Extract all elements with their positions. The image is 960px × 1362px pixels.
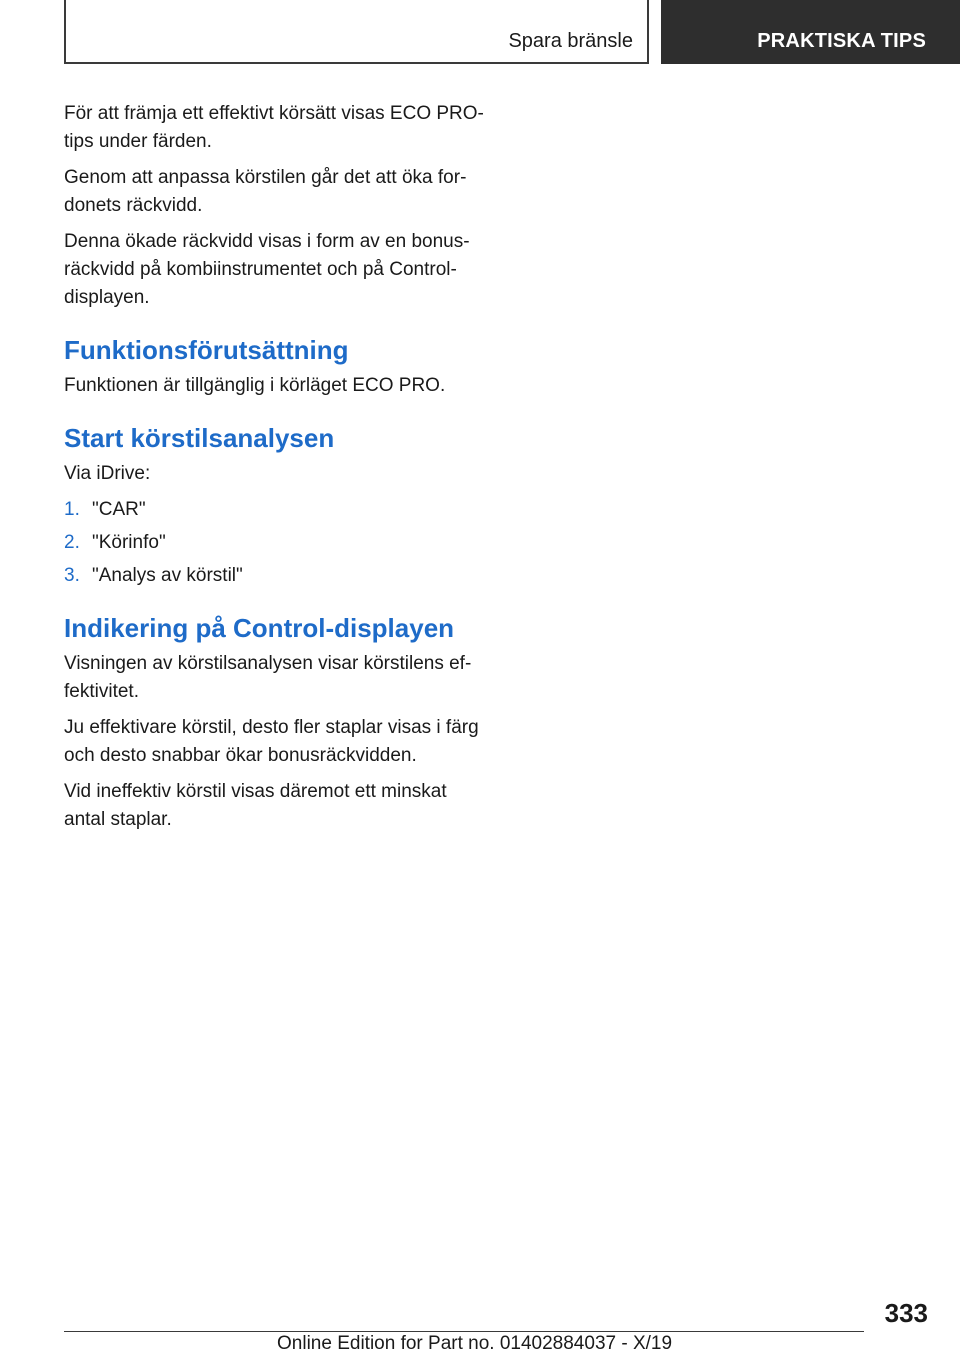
intro-paragraph: Genom att anpassa körstilen går det att öka fordonets räckvidd.: [64, 167, 467, 216]
footer-edition: Online Edition for Part no. 01402884037 - X/19: [277, 1333, 673, 1354]
section-paragraph: Via iDrive:: [64, 463, 151, 484]
steps-list: [64, 496, 484, 590]
page-number: 333: [884, 1298, 928, 1328]
step-item: [64, 562, 484, 590]
step-number: 3.: [64, 565, 80, 586]
step-item: [64, 496, 484, 524]
header-section-box: [64, 0, 649, 64]
step-text: "Analys av körstil": [92, 565, 243, 586]
section-heading-indikering: Indikering på Control-displayen: [64, 613, 455, 643]
step-item: [64, 529, 484, 557]
step-number: 1.: [64, 499, 80, 520]
intro-paragraph: För att främja ett effektivt körsätt visas ECO PRO-tips under färden.: [64, 103, 484, 152]
step-number: 2.: [64, 532, 80, 553]
header-chapter-tab: [661, 0, 960, 64]
header-chapter-title: PRAKTISKA TIPS: [757, 30, 926, 52]
section-heading-funktionsforutsattning: Funktionsförutsättning: [64, 335, 349, 365]
footer-divider: [64, 1331, 864, 1332]
step-text: "CAR": [92, 499, 146, 520]
header-section-title: Spara bränsle: [508, 30, 633, 52]
page-content: [64, 100, 484, 842]
section-paragraph: Ju effektivare körstil, desto fler staplar visas i färg och desto snabbar ökar bonusräckvidden.: [64, 717, 479, 766]
section-heading-start-korstilsanalysen: Start körstilsanalysen: [64, 423, 335, 453]
step-text: "Körinfo": [92, 532, 166, 553]
section-paragraph: Vid ineffektiv körstil visas däremot ett minskat antal staplar.: [64, 781, 447, 830]
section-paragraph: Visningen av körstilsanalysen visar körstilens effektivitet.: [64, 653, 472, 702]
section-paragraph: Funktionen är tillgänglig i körläget ECO PRO.: [64, 375, 446, 396]
intro-paragraph: Denna ökade räckvidd visas i form av en bonusräckvidd på kombiinstrumentet och på Control-displayen.: [64, 231, 470, 308]
